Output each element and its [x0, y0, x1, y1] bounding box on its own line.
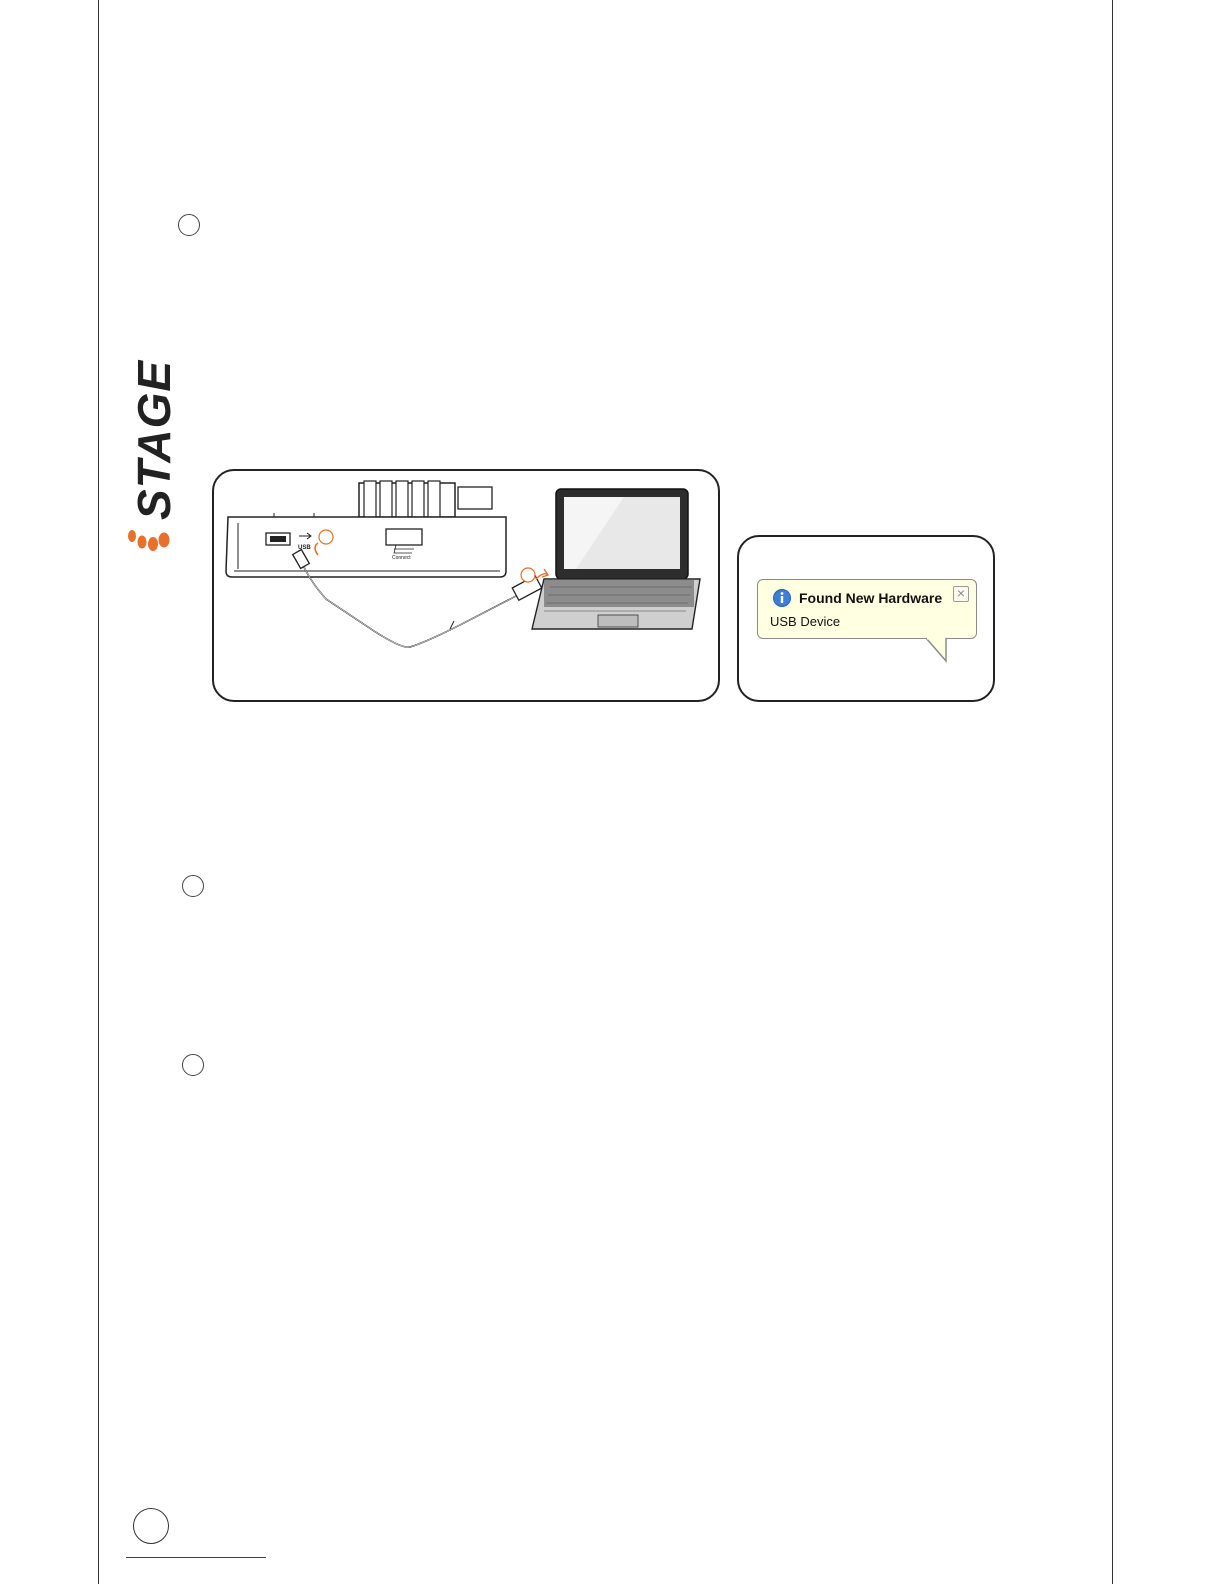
controller-device: [226, 481, 506, 577]
balloon-tail: [924, 637, 964, 667]
footer-link-underline[interactable]: [126, 1557, 266, 1558]
notification-title: Found New Hardware: [799, 590, 943, 606]
logo-wordmark: STAGE: [128, 359, 180, 520]
notification-message: USB Device: [770, 614, 841, 629]
step-marker-2: [182, 875, 204, 897]
laptop: [521, 489, 700, 629]
close-icon[interactable]: ×: [953, 586, 969, 602]
info-icon: [772, 588, 792, 608]
usb-port-label: USB: [298, 545, 311, 551]
page-border: [98, 0, 1113, 1584]
step-1-marker: [319, 530, 333, 544]
notification-illustration: [737, 535, 995, 702]
step-2-marker: [521, 568, 535, 582]
stage-logo: [120, 280, 182, 560]
found-hardware-balloon: [757, 579, 977, 639]
connection-illustration: [212, 469, 720, 702]
connect-label: Connect: [392, 555, 411, 561]
step-marker-1: [178, 214, 200, 236]
page-number-marker: [133, 1508, 169, 1544]
step-marker-3: [182, 1054, 204, 1076]
logo-dots: [128, 530, 170, 551]
connect-slot-icon: [386, 529, 422, 545]
connection-diagram: [214, 471, 720, 702]
